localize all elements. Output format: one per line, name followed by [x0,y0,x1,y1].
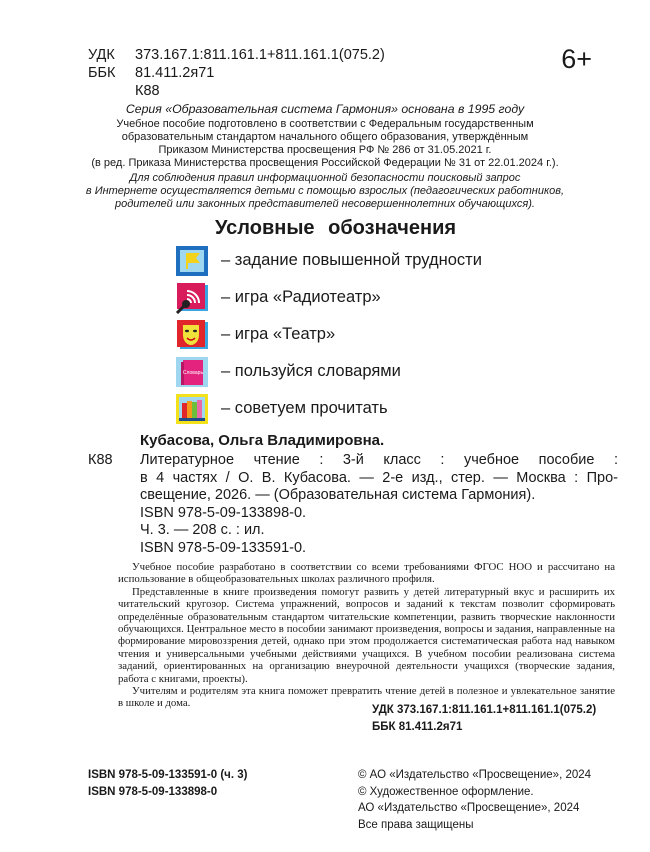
udk-bottom: УДК 373.167.1:811.161.1+811.161.1(075.2) [372,704,597,716]
udk-label: УДК [88,47,115,63]
isbn-part: ISBN 978-5-09-133591-0 (ч. 3) [88,769,248,781]
bottom-codes [372,702,596,736]
dictionary-icon-text: Словарь [182,369,204,376]
annotation [118,561,615,710]
bib-pages: Ч. 3. — 208 с. : ил. [140,522,265,538]
copyright-line: Все права защищены [358,818,474,831]
copyright-line: АО «Издательство «Просвещение», 2024 [358,802,580,814]
legend-item [175,316,482,353]
legend-title: Условные обозначения [215,217,457,239]
bbk-label: ББК [88,65,116,81]
bbk-code: 81.411.2я71 [135,65,215,81]
legend-label: – пользуйся словарями [221,362,401,380]
bib-isbn: ISBN 978-5-09-133591-0. [140,539,307,556]
bib-line: в 4 частях / О. В. Кубасова. — 2-е изд., стер. — Москва : Про- [140,469,618,486]
isbn-set: ISBN 978-5-09-133898-0 [88,786,218,798]
bbk-bottom: ББК 81.411.2я71 [372,721,463,733]
bibliographic-record [88,452,618,557]
safety-line: Для соблюдения правил информационной безопасности поисковый запрос [129,172,521,184]
safety-note [0,172,650,211]
classification-codes [88,46,385,100]
annotation-paragraph: Учебное пособие разработано в соответствии со всеми требованиями ФГОС НОО и рассчитано на использование в общеобразовательных школах различного профиля. [118,561,615,586]
bib-isbn: ISBN 978-5-09-133898-0. [140,504,307,521]
author-heading: Кубасова, Ольга Владимировна. [140,432,385,449]
copyright-line: © Художественное оформление. [358,785,534,798]
fgos-line: образовательным стандартом начального общего образования, утверждённым [121,131,529,143]
legend-label: – советуем прочитать [221,399,388,417]
series-note: Серия «Образовательная система Гармония» основана в 1995 году [125,102,525,116]
dictionary-icon [175,356,209,388]
copyright-line: © АО «Издательство «Просвещение», 2024 [358,769,592,781]
safety-line: родителей или законных представителей несовершеннолетних обучающихся). [114,198,535,210]
fgos-note [0,118,650,170]
radio-theatre-icon [175,282,209,314]
udk-code: 373.167.1:811.161.1+811.161.1(075.2) [135,47,385,63]
fgos-line: Приказом Министерства просвещения РФ № 286 от 31.05.2021 г. [158,144,492,156]
legend-list [175,242,482,427]
annotation-paragraph: Учителям и родителям эта книга поможет превратить чтение детей в полезное и увлекательное занятие в школе и дома. [118,685,615,710]
bib-line: Литературное чтение : 3-й класс : учебное пособие : [140,452,618,468]
safety-line: в Интернете осуществляется детьми с помощью взрослых (педагогических работников, [85,185,565,197]
theatre-mask-icon [175,319,209,351]
legend-item [175,353,482,390]
fgos-line: (в ред. Приказа Министерства просвещения Российской Федерации № 31 от 22.01.2024 г.). [91,157,559,169]
books-icon [175,393,209,425]
bib-code: К88 [88,452,113,468]
legend-item [175,279,482,316]
copyright-block [358,767,591,833]
flag-icon [175,245,209,277]
annotation-paragraph: Представленные в книге произведения помогут развить у детей литературный вкус и расширить их читательский кругозор. Система упражнений, вопросов и заданий к текстам позволит сформировать определённые образовательным стандартом читательские компетенции, развить творческие наклонности обучающихся. Центральное место в пособии занимают произведения, вопросы и задания, направленные на формирование мировоззрения детей, однако при этом продолжается систематическая работа над навыком чтения и универсальными учебными действиями учащихся. В учебном пособии реализована система заданий, ориентированных на организацию внеурочной деятельности учащихся (творческие задания, работа с книгами, проекты). [118,585,615,685]
legend-label: – игра «Театр» [221,325,336,343]
isbn-block [88,767,247,801]
bib-line: свещение, 2026. — (Образовательная система Гармония). [140,487,536,503]
legend-label: – задание повышенной трудности [221,251,482,269]
legend-label: – игра «Радиотеатр» [221,288,381,306]
legend-item [175,390,482,427]
fgos-line: Учебное пособие подготовлено в соответствии с Федеральным государственным [116,118,534,130]
age-rating: 6+ [561,44,592,74]
legend-item [175,242,482,279]
author-mark: К88 [135,83,160,99]
